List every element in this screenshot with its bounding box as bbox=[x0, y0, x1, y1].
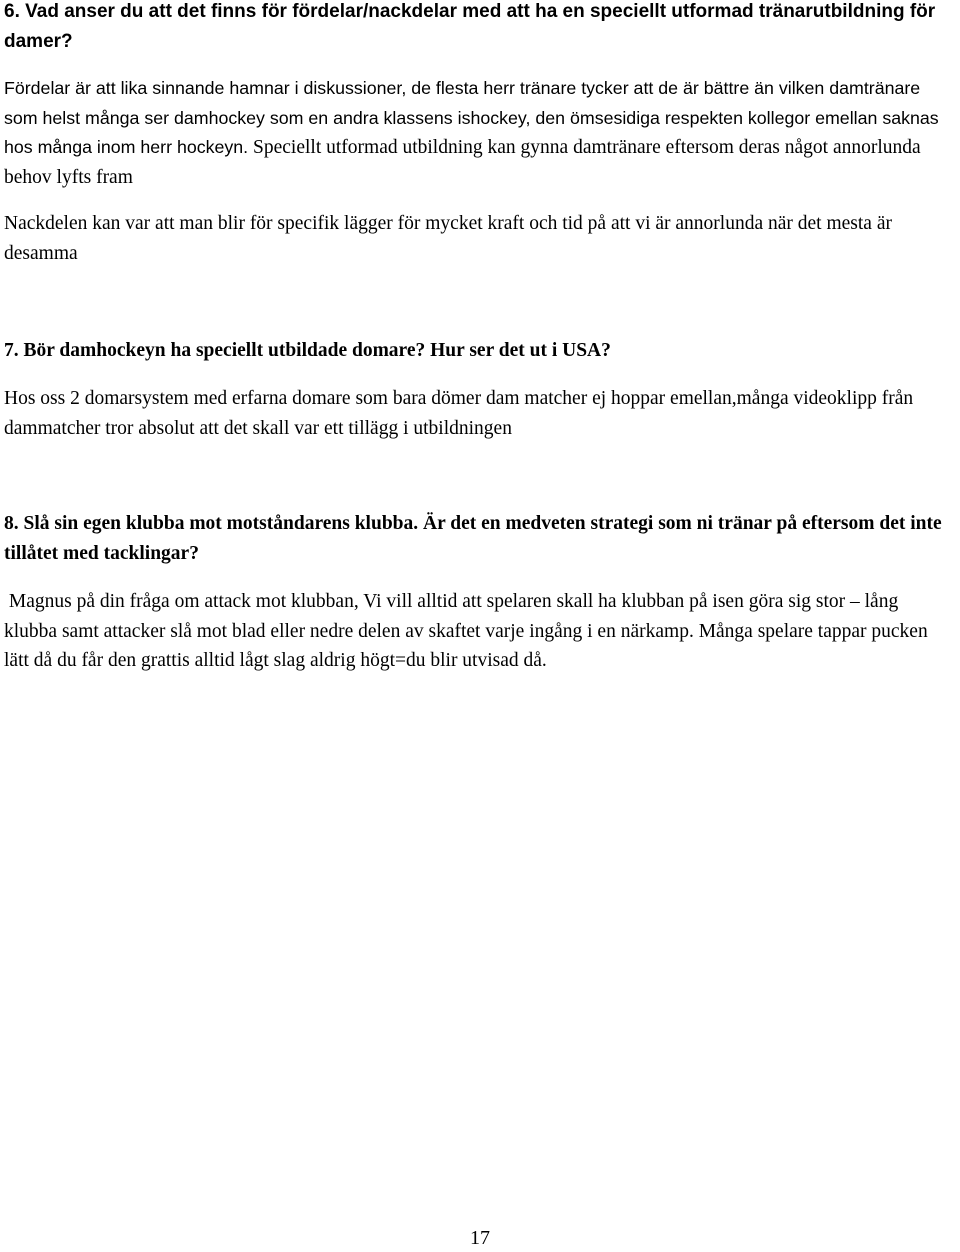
question-8-answer: Magnus på din fråga om attack mot klubban, Vi vill alltid att spelaren skall ha klubban på isen göra sig stor – lång klubba samt attacker slå mot blad eller nedre delen av skaftet varje ingång i en närkamp. Många spelare tappar pucken lätt då du får den grattis alltid lågt slag aldrig högt=du blir utvisad då. bbox=[4, 591, 933, 671]
question-7-heading: 7. Bör damhockeyn ha speciellt utbildade domare? Hur ser det ut i USA? bbox=[4, 340, 611, 361]
question-6-answer-benefit: Speciellt utformad utbildning kan gynna damtränare eftersom deras något annorlunda behov lyfts fram bbox=[4, 137, 921, 188]
question-8-heading: 8. Slå sin egen klubba mot motståndarens klubba. Är det en medveten strategi som ni tränar på eftersom det inte tillåtet med tacklingar? bbox=[4, 513, 942, 564]
question-6-heading: 6. Vad anser du att det finns för fördelar/nackdelar med att ha en speciellt utformad tränarutbildning för damer? bbox=[4, 1, 936, 52]
question-7-answer: Hos oss 2 domarsystem med erfarna domare som bara dömer dam matcher ej hoppar emellan,många videoklipp från dammatcher tror absolut att det skall var ett tillägg i utbildningen bbox=[4, 388, 914, 439]
page-number: 17 bbox=[470, 1227, 490, 1249]
question-6-answer bbox=[4, 74, 949, 192]
question-6-answer-advantages: Fördelar är att lika sinnande hamnar i diskussioner, de flesta herr tränare tycker att de är bättre än vilken damtränare som helst många ser damhockey som en andra klassens ishockey, den ömsesidiga respekten kollegor emellan saknas hos många inom herr hockeyn. bbox=[4, 78, 939, 157]
question-6-drawback: Nackdelen kan var att man blir för specifik lägger för mycket kraft och tid på att vi är annorlunda när det mesta är desamma bbox=[4, 213, 892, 264]
